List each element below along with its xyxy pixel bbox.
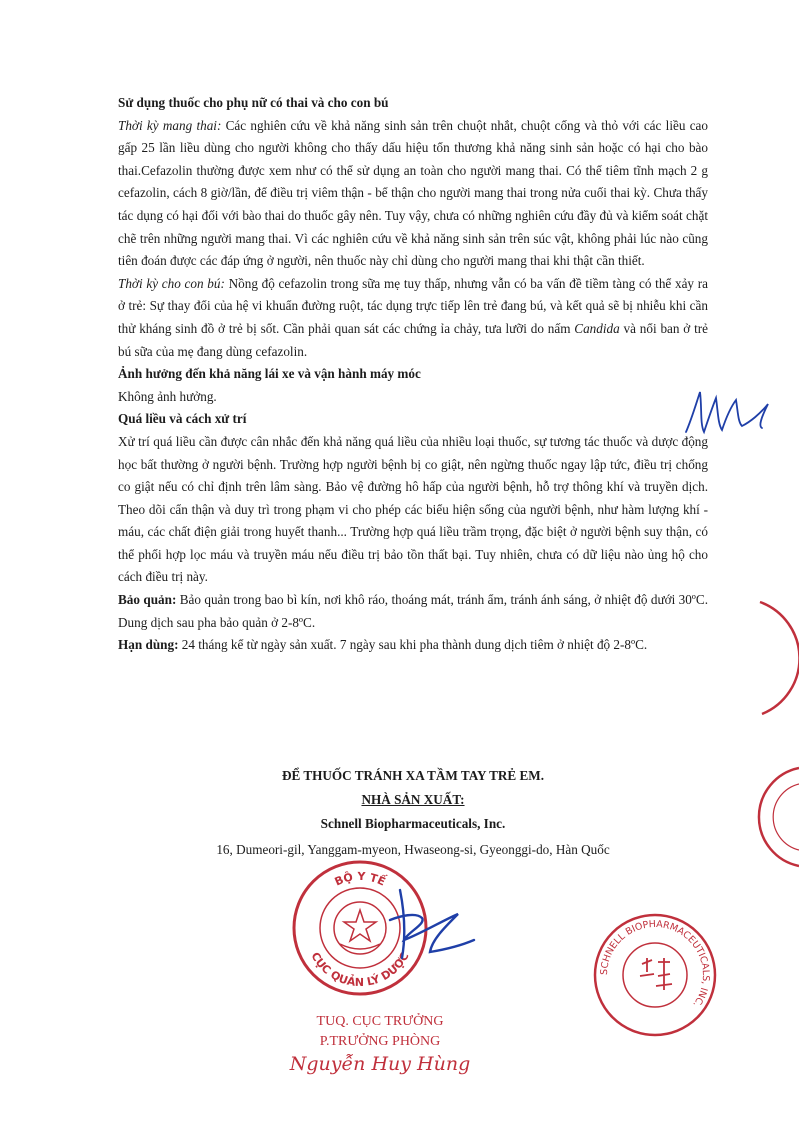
- paragraph-breastfeeding: [118, 273, 708, 363]
- partial-seal-right-icon: [728, 762, 799, 872]
- manufacturer-label: NHÀ SẢN XUẤT:: [361, 792, 465, 807]
- text-pregnancy-period: Các nghiên cứu về khả năng sinh sản trên chuột nhắt, chuột cống và thỏ với các liều cao gấp 25 lần liều dùng cho người không cho thấy dấu hiệu tổn thương khả năng sinh sản hoặc có hại cho bào thai.Cefazolin thường được xem như có thể sử dụng an toàn cho người mang thai. Có thể tiêm tĩnh mạch 2 g cefazolin, cách 8 giờ/lần, để điều trị viêm thận - bể thận cho người mang thai trong nửa cuối thai kỳ. Chưa thấy tác dụng có hại đối với bào thai do thuốc gây nên. Tuy vậy, chưa có những nghiên cứu đầy đủ và kiểm soát chặt chẽ trên những người mang thai. Vì các nghiên cứu về khả năng sinh sản trên súc vật, không phải lúc nào cũng tiên đoán được các đáp ứng ở người, nên thuốc này chỉ dùng cho người mang thai khi thật cần thiết.: [118, 117, 708, 269]
- text-candida: Candida: [574, 320, 620, 336]
- label-pregnancy-period: Thời kỳ mang thai:: [118, 117, 222, 133]
- heading-pregnancy: Sử dụng thuốc cho phụ nữ có thai và cho con bú: [118, 95, 389, 110]
- company-seal: [590, 910, 720, 1040]
- paragraph-driving: Không ảnh hưởng.: [118, 388, 217, 404]
- leaflet-body: [118, 92, 708, 657]
- manufacturer-block: [118, 764, 708, 862]
- approval-line-2: P.TRƯỞNG PHÒNG: [319, 1034, 441, 1049]
- label-breastfeeding-period: Thời kỳ cho con bú:: [118, 275, 225, 291]
- stamp-ministry-top: BỘ Y TẾ: [332, 869, 388, 889]
- label-storage: Bảo quản:: [118, 592, 177, 608]
- text-breastfeeding-b: và nổi ban ở trẻ bú sữa của mẹ đang dùng cefazolin.: [118, 320, 708, 359]
- text-shelf-life: 24 tháng kể từ ngày sản xuất. 7 ngày sau khi pha thành dung dịch tiêm ở nhiệt độ 2-8ºC.: [178, 637, 648, 653]
- label-shelf-life: Hạn dùng:: [118, 637, 179, 653]
- approval-line-1: TUQ. CỤC TRƯỞNG: [316, 1014, 444, 1029]
- company-name: Schnell Biopharmaceuticals, Inc.: [320, 816, 506, 831]
- paragraph-storage: [118, 589, 708, 634]
- company-address: 16, Dumeori-gil, Yanggam-myeon, Hwaseong-si, Gyeonggi-do, Hàn Quốc: [216, 842, 610, 857]
- signer-name: Nguyễn Huy Hùng: [289, 1053, 471, 1075]
- seal-glyph-icon: [640, 958, 672, 990]
- paragraph-overdose: Xử trí quá liều cần được cân nhắc đến khả năng quá liều của nhiều loại thuốc, sự tương tác thuốc và dược động học bất thường ở người bệnh. Trường hợp người bệnh bị co giật, nên ngừng thuốc ngay lập tức, điều trị chống co giật nếu có chỉ định trên lâm sàng. Bảo vệ đường hô hấp của người bệnh, hỗ trợ thông khí và truyền dịch. Theo dõi cẩn thận và duy trì trong phạm vi cho phép các biểu hiện sống của người bệnh, như hàm lượng khí - máu, các chất điện giải trong huyết thanh... Trường hợp quá liều trầm trọng, đặc biệt ở người bệnh suy thận, có thể phối hợp lọc máu và truyền máu nếu điều trị bảo tồn thất bại. Tuy nhiên, chưa có dữ liệu nào ủng hộ cho cách điều trị này.: [118, 433, 708, 585]
- seal-text: SCHNELL BIOPHARMACEUTICALS, INC.: [598, 918, 712, 1010]
- initials-signature-icon: [678, 382, 778, 442]
- heading-overdose: Quá liều và cách xử trí: [118, 411, 247, 427]
- child-warning: ĐỂ THUỐC TRÁNH XA TẦM TAY TRẺ EM.: [281, 768, 545, 783]
- heading-driving: Ảnh hưởng đến khả năng lái xe và vận hành máy móc: [118, 366, 421, 382]
- stamp-ministry-bottom: CỤC QUẢN LÝ DƯỢC: [308, 950, 412, 990]
- approval-block: [270, 1012, 490, 1074]
- text-breastfeeding-a: Nồng độ cefazolin trong sữa mẹ tuy thấp, nhưng vẫn có ba vấn đề tiềm tàng có thể xảy ra ở trẻ: Sự thay đổi của hệ vi khuẩn đường ruột, tác dụng trực tiếp lên trẻ đang bú, và kết quả sẽ bị nhiễu khi cần thử kháng sinh đồ ở trẻ bị sốt. Cần phải quan sát các chứng ỉa chảy, tưa lưỡi do nấm: [118, 275, 708, 336]
- text-storage: Bảo quản trong bao bì kín, nơi khô ráo, thoáng mát, tránh ẩm, tránh ánh sáng, ở nhiệt độ dưới 30ºC. Dung dịch sau pha bảo quản ở 2-8ºC.: [118, 592, 708, 630]
- paragraph-pregnancy: [118, 115, 708, 273]
- paragraph-shelf-life: [118, 634, 708, 657]
- blue-signature-icon: [360, 880, 490, 970]
- partial-stamp-right-icon: [740, 598, 799, 718]
